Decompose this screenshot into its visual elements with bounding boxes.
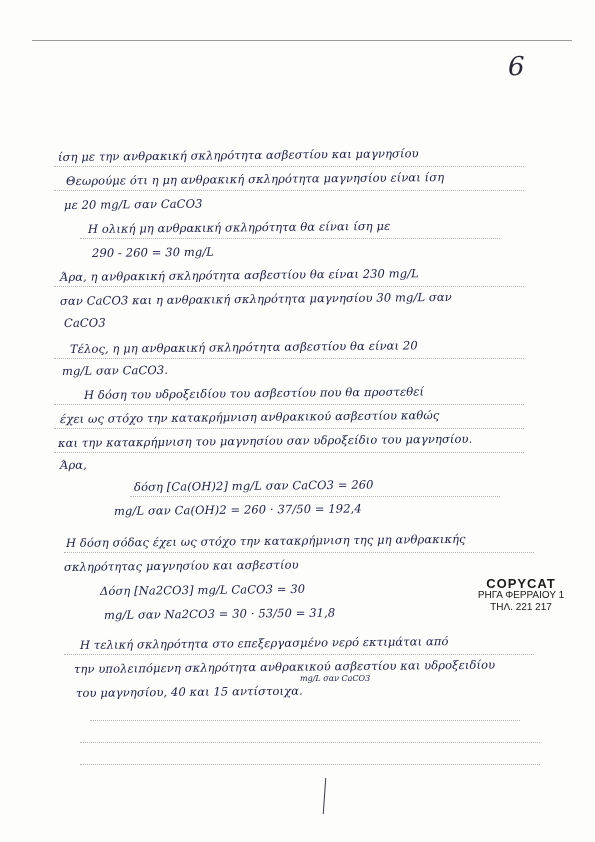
text-line-2: Θεωρούμε ότι η μη ανθρακική σκληρότητα μαγνησίου είναι ίση [65,170,445,188]
text-line-14: Άρα, [59,457,87,472]
text-line-18: σκληρότητας μαγνησίου και ασβεστίου [63,557,299,574]
text-line-13: και την κατακρήμνιση του μαγνησίου σαν υδροξείδιο του μαγνησίου. [57,431,473,450]
dotted-rule [64,654,534,655]
margin-annotation: mg/L σαν CaCO3 [300,674,371,683]
text-line-1: ίση με την ανθρακική σκληρότητα ασβεστίου και μαγνησίου [57,146,419,164]
text-line-6: Άρα, η ανθρακική σκληρότητα ασβεστίου θα είναι 230 mg/L [59,266,419,284]
dotted-rule [54,428,524,429]
dotted-rule [54,286,524,287]
text-line-19: Δόση [Na2CO3] mg/L CaCO3 = 30 [99,581,306,598]
dotted-rule [130,496,500,497]
dotted-rule [54,166,524,167]
text-line-20: mg/L σαν Na2CO3 = 30 · 53/50 = 31,8 [103,605,336,622]
text-line-17: Η δόση σόδας έχει ως στόχο την κατακρήμνιση της μη ανθρακικής [65,531,466,550]
copycat-stamp [466,578,576,614]
dotted-rule [64,552,534,553]
dotted-rule [80,742,540,743]
dotted-rule [54,358,524,359]
text-line-12: έχει ως στόχο την κατακρήμνιση ανθρακικού ασβεστίου καθώς [59,408,440,426]
text-line-7: σαν CaCO3 και η ανθρακική σκληρότητα μαγνησίου 30 mg/L σαν [59,289,452,308]
dotted-rule [54,404,524,405]
text-line-9: Τέλος, η μη ανθρακική σκληρότητα ασβεστίου θα είναι 20 [69,338,418,356]
page-number: 6 [508,52,525,82]
top-rule [32,40,572,41]
text-line-5: 290 - 260 = 30 mg/L [91,244,215,260]
stamp-name: COPYCAT [486,576,556,591]
dotted-rule [90,720,520,721]
text-line-10: mg/L σαν CaCO3. [61,362,169,378]
dotted-rule [80,764,540,765]
text-line-16: mg/L σαν Ca(OH)2 = 260 · 37/50 = 192,4 [113,501,362,518]
text-line-8: CaCO3 [63,315,106,330]
text-line-23: του μαγνησίου, 40 και 15 αντίστοιχα. [75,683,303,700]
text-line-15: δόση [Ca(OH)2] mg/L σαν CaCO3 = 260 [133,477,374,494]
stamp-address: ΡΗΓΑ ΦΕΡΡΑΙΟΥ 1 [477,590,565,601]
text-line-4: Η ολική μη ανθρακική σκληρότητα θα είναι ίση με [87,218,391,236]
pen-stroke [323,778,327,814]
dotted-rule [54,190,524,191]
text-line-11: Η δόση του υδροξειδίου του ασβεστίου που θα προστεθεί [83,384,425,402]
text-line-21: Η τελική σκληρότητα στο επεξεργασμένο νερό εκτιμάται από [79,634,449,652]
text-line-22: την υπολειπόμενη σκληρότητα ανθρακικού ασβεστίου και υδροξειδίου [73,657,496,676]
dotted-rule [54,452,524,453]
dotted-rule [80,238,500,239]
text-line-3: με 20 mg/L σαν CaCO3 [63,196,203,212]
stamp-phone: ΤΗΛ. 221 217 [490,602,552,613]
